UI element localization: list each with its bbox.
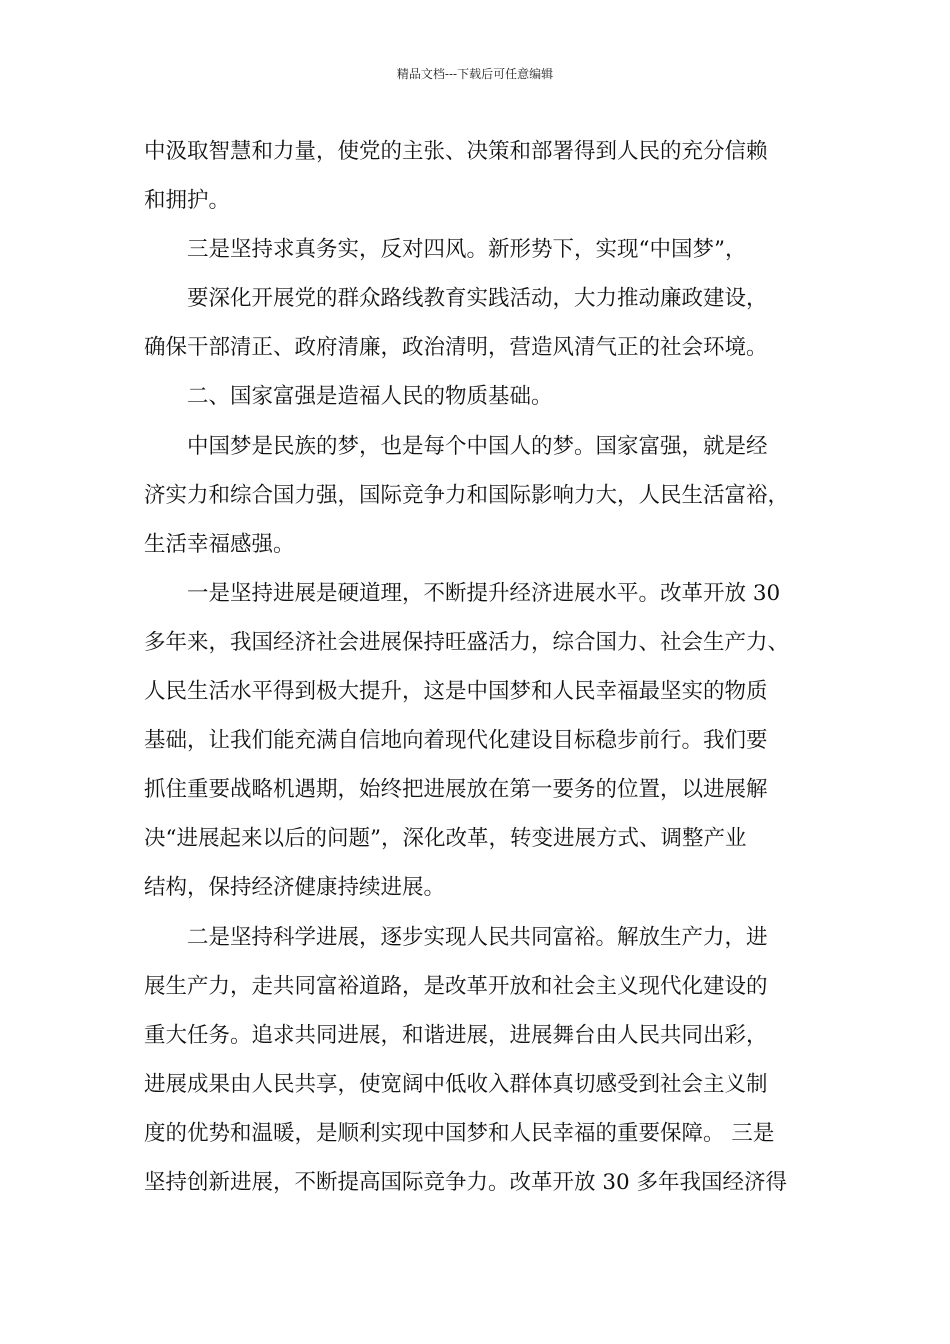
text-line: 生活幸福感强。 — [144, 531, 295, 557]
text-line: 一是坚持进展是硬道理，不断提升经济进展水平。改革开放 30 — [187, 580, 781, 606]
text-line: 多年来，我国经济社会进展保持旺盛活力，综合国力、社会生产力、 — [144, 629, 790, 655]
document-body — [144, 132, 824, 1212]
text-line: 度的优势和温暖，是顺利实现中国梦和人民幸福的重要保障。 三是 — [144, 1120, 775, 1146]
text-line: 基础，让我们能充满自信地向着现代化建设目标稳步前行。我们要 — [144, 728, 768, 754]
text-line: 中国梦是民族的梦，也是每个中国人的梦。国家富强，就是经 — [187, 433, 768, 459]
text-line: 三是坚持求真务实，反对四风。新形势下，实现“中国梦”， — [187, 237, 747, 263]
text-line: 坚持创新进展，不断提高国际竞争力。改革开放 30 多年我国经济得 — [144, 1169, 788, 1195]
text-line: 和拥护。 — [144, 188, 231, 214]
text-line: 中汲取智慧和力量，使党的主张、决策和部署得到人民的充分信赖 — [144, 139, 768, 164]
text-line: 结构，保持经济健康持续进展。 — [144, 875, 446, 901]
text-line: 济实力和综合国力强，国际竞争力和国际影响力大，人民生活富裕， — [144, 482, 790, 508]
text-line: 展生产力，走共同富裕道路，是改革开放和社会主义现代化建设的 — [144, 973, 768, 999]
text-line: 人民生活水平得到极大提升，这是中国梦和人民幸福最坚实的物质 — [144, 679, 768, 705]
text-line: 要深化开展党的群众路线教育实践活动，大力推动廉政建设， — [187, 286, 768, 312]
text-line: 确保干部清正、政府清廉，政治清明，营造风清气正的社会环境。 — [144, 335, 768, 361]
text-line: 重大任务。追求共同进展，和谐进展，进展舞台由人民共同出彩， — [144, 1022, 768, 1048]
page-header: 精品文档---下载后可任意编辑 — [396, 67, 554, 81]
text-line: 进展成果由人民共享，使宽阔中低收入群体真切感受到社会主义制 — [144, 1071, 768, 1097]
text-line: 决“进展起来以后的问题”，深化改革，转变进展方式、调整产业 — [144, 826, 747, 852]
section-heading: 二、国家富强是造福人民的物质基础。 — [187, 384, 553, 410]
text-line: 抓住重要战略机遇期，始终把进展放在第一要务的位置，以进展解 — [144, 777, 768, 803]
text-line: 二是坚持科学进展，逐步实现人民共同富裕。解放生产力，进 — [187, 924, 768, 950]
